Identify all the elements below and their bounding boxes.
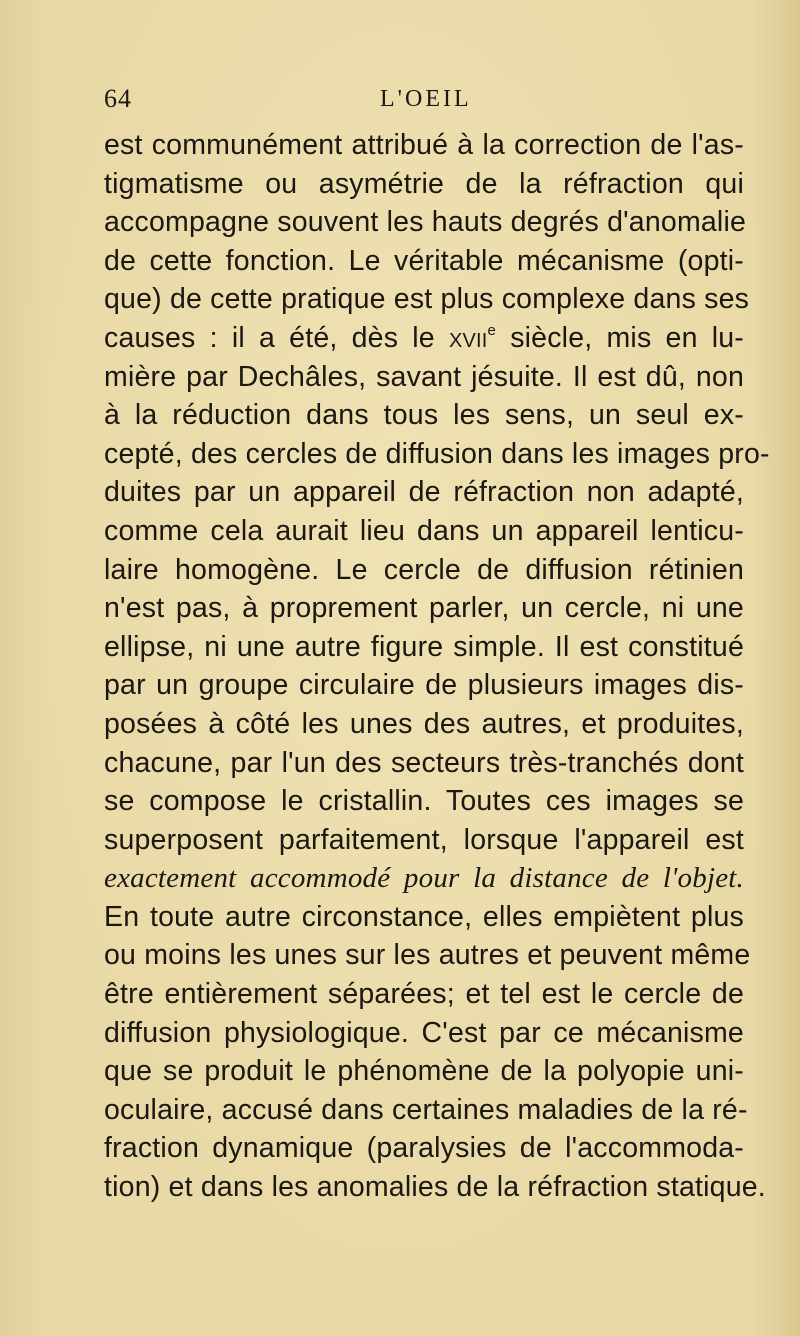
text-line: laire homogène. Le cercle de diffusion rétinien bbox=[104, 553, 744, 586]
text-line: ellipse, ni une autre figure simple. Il est constitué bbox=[104, 630, 744, 663]
text-line-start: causes : il a été, dès le bbox=[104, 321, 449, 354]
page-number: 64 bbox=[104, 84, 132, 113]
text-line: cepté, des cercles de diffusion dans les images pro- bbox=[104, 437, 770, 470]
text-line: fraction dynamique (paralysies de l'accommoda- bbox=[104, 1132, 744, 1165]
text-line: que se produit le phénomène de la polyopie uni- bbox=[104, 1055, 744, 1088]
running-title: L'OEIL bbox=[380, 86, 472, 112]
text-line: duites par un appareil de réfraction non adapté, bbox=[104, 476, 744, 509]
text-line: à la réduction dans tous les sens, un seul ex- bbox=[104, 399, 744, 432]
text-line: par un groupe circulaire de plusieurs images dis- bbox=[104, 669, 744, 702]
text-line: n'est pas, à proprement parler, un cercle, ni une bbox=[104, 592, 744, 625]
text-line: comme cela aurait lieu dans un appareil lenticu- bbox=[104, 514, 744, 547]
text-line: diffusion physiologique. C'est par ce mécanisme bbox=[104, 1016, 744, 1049]
text-line: est communément attribué à la correction de l'as- bbox=[104, 129, 744, 161]
text-line: superposent parfaitement, lorsque l'appareil est bbox=[104, 823, 744, 856]
text-line: tigmatisme ou asymétrie de la réfraction qui bbox=[104, 167, 744, 200]
text-line: posées à côté les unes des autres, et produites, bbox=[104, 707, 744, 740]
text-line: ou moins les unes sur les autres et peuvent même bbox=[104, 939, 751, 972]
text-line: oculaire, accusé dans certaines maladies de la ré- bbox=[104, 1093, 748, 1126]
text-line: être entièrement séparées; et tel est le cercle de bbox=[104, 978, 744, 1011]
text-line: de cette fonction. Le véritable mécanisme (opti- bbox=[104, 244, 744, 277]
century-numeral: xvii bbox=[448, 321, 488, 354]
text-line-last: tion) et dans les anomalies de la réfraction statique. bbox=[104, 1171, 766, 1204]
text-line-end: siècle, mis en lu- bbox=[496, 321, 744, 354]
text-line: mière par Dechâles, savant jésuite. Il est dû, non bbox=[104, 360, 744, 393]
running-head bbox=[104, 84, 744, 120]
text-line: se compose le cristallin. Toutes ces images se bbox=[104, 785, 744, 818]
text-line: En toute autre circonstance, elles empiètent plus bbox=[104, 900, 744, 933]
text-line: que) de cette pratique est plus complexe dans ses bbox=[104, 283, 750, 316]
italic-text-line: exactement accommodé pour la distance de l'objet. bbox=[104, 862, 744, 895]
body-text bbox=[104, 126, 770, 1207]
text-line bbox=[104, 319, 744, 358]
century-superscript: e bbox=[487, 321, 497, 339]
text-line: chacune, par l'un des secteurs très-tranchés dont bbox=[104, 746, 744, 779]
text-line: accompagne souvent les hauts degrés d'anomalie bbox=[104, 206, 747, 239]
